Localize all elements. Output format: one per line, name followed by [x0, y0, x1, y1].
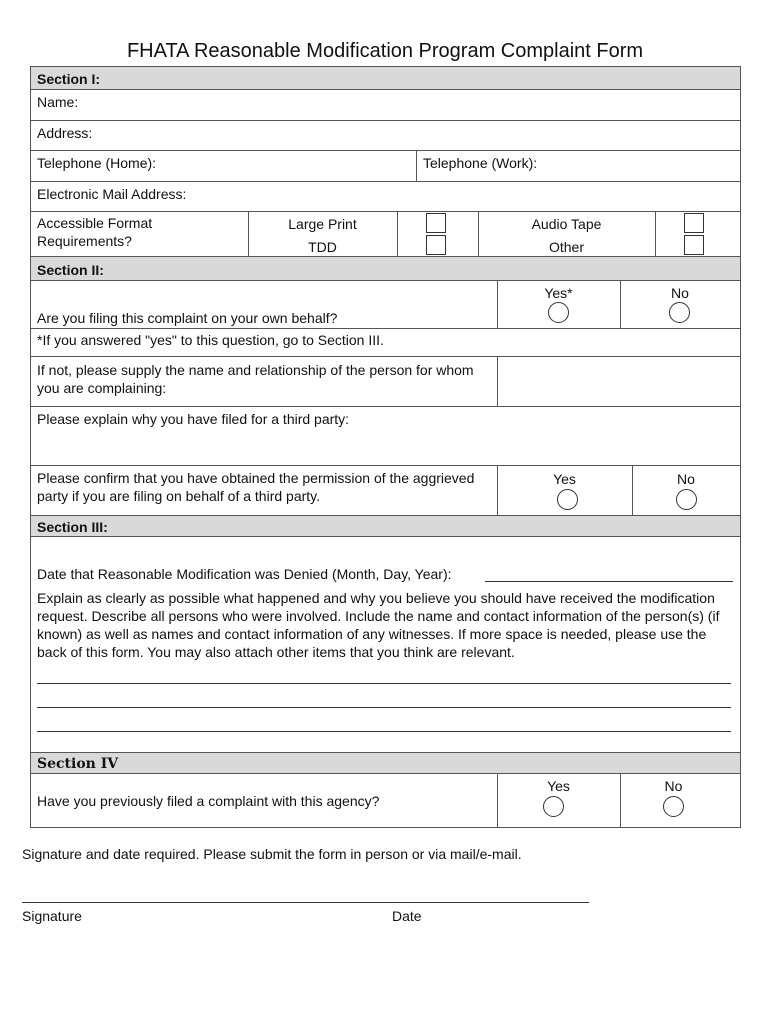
- own-behalf-yes-label: Yes*: [544, 285, 573, 301]
- explain-line-2[interactable]: [37, 707, 731, 708]
- previous-complaint-no-radio[interactable]: [663, 796, 684, 817]
- explain-line-1[interactable]: [37, 683, 731, 684]
- other-checkbox[interactable]: [684, 235, 704, 255]
- complaint-form: [30, 66, 741, 828]
- explain-line-3[interactable]: [37, 731, 731, 732]
- name-label: Name:: [37, 94, 79, 110]
- section-3-header: Section III:: [37, 519, 108, 535]
- date-label: Date: [392, 908, 422, 924]
- format-label: Accessible Format Requirements?: [37, 215, 153, 249]
- previous-complaint-yes-label: Yes: [547, 778, 570, 794]
- phone-work-label: Telephone (Work):: [423, 155, 538, 171]
- permission-yes-radio[interactable]: [557, 489, 578, 510]
- address-label: Address:: [37, 125, 93, 141]
- previous-complaint-no-label: No: [664, 778, 683, 794]
- permission-no-radio[interactable]: [676, 489, 697, 510]
- own-behalf-no-label: No: [671, 285, 689, 301]
- date-denied-label: Date that Reasonable Modification was Denied (Month, Day, Year):: [37, 566, 452, 582]
- section-1-header: Section I:: [37, 71, 101, 87]
- large-print-checkbox[interactable]: [426, 213, 446, 233]
- tdd-checkbox[interactable]: [426, 235, 446, 255]
- explain-instructions: Explain as clearly as possible what happened and why you believe you should have received the modification request. Describe all persons who were involved. Include the name and contact information of the person(s) (if known) as well as names and contact information of any witnesses. If more space is needed, please use the back of this form. You may also attach other items that you think are relevant.: [37, 590, 720, 660]
- own-behalf-yes-radio[interactable]: [548, 302, 569, 323]
- date-denied-line[interactable]: [485, 581, 733, 582]
- email-label: Electronic Mail Address:: [37, 186, 187, 202]
- audio-tape-checkbox[interactable]: [684, 213, 704, 233]
- explain-third-party-question: Please explain why you have filed for a third party:: [37, 411, 350, 427]
- permission-question: Please confirm that you have obtained the permission of the aggrieved party if you are filing on behalf of a third party.: [37, 470, 475, 504]
- permission-yes-label: Yes: [553, 471, 576, 487]
- section-3-header-bar: [31, 516, 740, 536]
- if-not-question: If not, please supply the name and relationship of the person for whom you are complaining:: [37, 362, 474, 396]
- option-audio-tape-label: Audio Tape: [531, 216, 602, 232]
- own-behalf-no-radio[interactable]: [669, 302, 690, 323]
- signature-label: Signature: [22, 908, 82, 924]
- option-other-label: Other: [548, 239, 584, 255]
- option-tdd-label: TDD: [308, 239, 337, 255]
- section-2-header: Section II:: [37, 262, 104, 278]
- permission-no-label: No: [677, 471, 695, 487]
- previous-complaint-question: Have you previously filed a complaint with this agency?: [37, 793, 380, 809]
- own-behalf-question: Are you filing this complaint on your own behalf?: [37, 310, 338, 326]
- section-4-header: Section IV: [37, 756, 119, 772]
- option-large-print-label: Large Print: [288, 216, 357, 232]
- section-4-header-bar: [31, 753, 740, 773]
- section-2-header-bar: [31, 257, 740, 280]
- signature-line[interactable]: [22, 902, 589, 903]
- submission-note: Signature and date required. Please submit the form in person or via mail/e-mail.: [22, 846, 522, 862]
- phone-home-label: Telephone (Home):: [37, 155, 157, 171]
- section-1-header-bar: [31, 67, 740, 89]
- previous-complaint-yes-radio[interactable]: [543, 796, 564, 817]
- own-behalf-note: *If you answered "yes" to this question, go to Section III.: [37, 332, 384, 348]
- form-title: FHATA Reasonable Modification Program Complaint Form: [126, 40, 644, 62]
